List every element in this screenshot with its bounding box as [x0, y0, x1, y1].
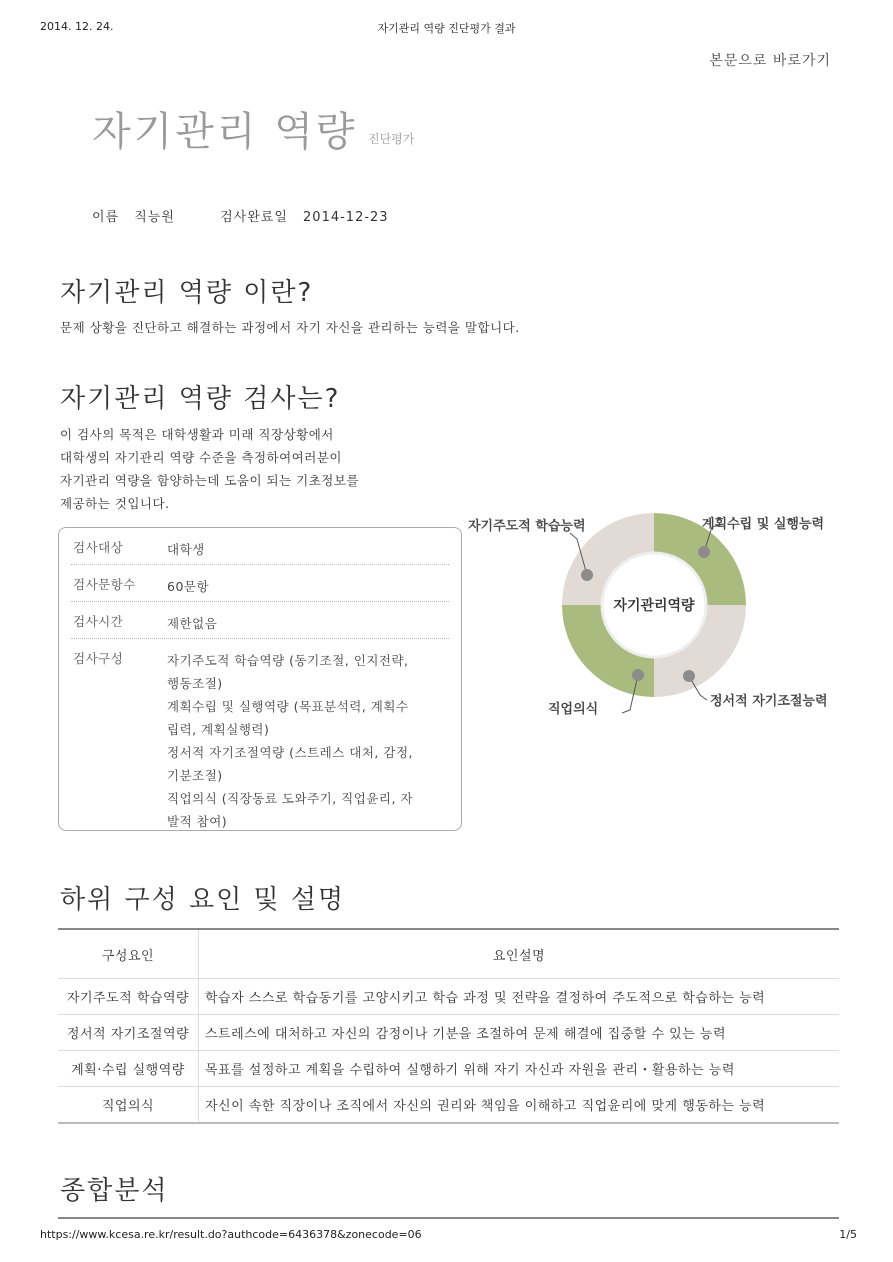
date-label: 검사완료일 [220, 210, 288, 225]
page-subtitle: 진단평가 [368, 132, 415, 146]
definition-text: 문제 상황을 진단하고 해결하는 과정에서 자기 자신을 관리하는 능력을 말합니다. [60, 320, 520, 335]
info-value-line: 발적 참여) [167, 814, 228, 829]
component-description: 학습자 스스로 학습동기를 고양시키고 학습 과정 및 전략을 결정하여 주도적으로 학습하는 능력 [199, 979, 840, 1015]
about-test-text [60, 423, 359, 515]
components-table [58, 928, 839, 1124]
section-title-about-test: 자기관리 역량 검사는? [60, 384, 341, 414]
section-divider [58, 1217, 839, 1219]
info-label: 검사시간 [73, 614, 124, 629]
table-row [58, 1087, 839, 1124]
print-footer-url: https://www.kcesa.re.kr/result.do?authcode=6436378&zonecode=06 [40, 1228, 422, 1241]
name-value: 직능원 [134, 210, 175, 225]
section-title-components: 하위 구성 요인 및 설명 [60, 885, 346, 915]
info-label: 검사구성 [73, 651, 124, 666]
section-title-definition: 자기관리 역량 이란? [60, 278, 314, 308]
table-row [58, 1051, 839, 1087]
skip-to-content-link[interactable]: 본문으로 바로가기 [709, 53, 831, 69]
info-value-line: 행동조절) [167, 676, 223, 691]
about-line: 자기관리 역량을 함양하는데 도움이 되는 기초정보를 [60, 473, 360, 488]
ring-dot-bottom-right [683, 670, 695, 682]
table-row [58, 1015, 839, 1051]
diagram-label-work-ethic: 직업의식 [548, 702, 599, 717]
component-description: 자신이 속한 직장이나 조직에서 자신의 권리와 책임을 이해하고 직업윤리에 맞게 행동하는 능력 [199, 1087, 840, 1124]
component-name: 자기주도적 학습역량 [58, 979, 199, 1015]
info-value [167, 649, 445, 833]
info-value [167, 612, 445, 635]
print-footer-page: 1/5 [839, 1228, 857, 1241]
info-row-composition [71, 639, 449, 829]
competency-diagram [462, 505, 862, 730]
info-value-line: 직업의식 (직장동료 도와주기, 직업윤리, 자 [167, 791, 413, 806]
table-header-component: 구성요인 [58, 929, 199, 979]
info-value-line: 기분조절) [167, 768, 223, 783]
component-description: 목표를 설정하고 계획을 수립하여 실행하기 위해 자기 자신과 자원을 관리・활용하는 능력 [199, 1051, 840, 1087]
component-name: 직업의식 [58, 1087, 199, 1124]
ring-dot-bottom-left [632, 669, 644, 681]
info-value-line: 대학생 [167, 542, 205, 557]
table-header-row [58, 929, 839, 979]
info-row-items [71, 565, 449, 602]
ring-dot-top-left [581, 569, 593, 581]
info-value-line: 자기주도적 학습역량 (동기조절, 인지전략, [167, 653, 409, 668]
diagram-center-label: 자기관리역량 [613, 598, 695, 614]
info-row-target [71, 528, 449, 565]
page-title: 자기관리 역량 [92, 109, 358, 155]
about-line: 제공하는 것입니다. [60, 496, 170, 511]
component-name: 계획·수립 실행역량 [58, 1051, 199, 1087]
info-label: 검사문항수 [73, 577, 136, 592]
info-value [167, 575, 445, 598]
diagram-label-self-directed: 자기주도적 학습능력 [468, 519, 586, 534]
info-label: 검사대상 [73, 540, 124, 555]
diagram-label-planning: 계획수립 및 실행능력 [702, 517, 825, 532]
table-header-description: 요인설명 [199, 929, 840, 979]
info-value [167, 538, 445, 561]
info-value-line: 립력, 계획실행력) [167, 722, 270, 737]
date-value: 2014-12-23 [303, 210, 389, 225]
test-info-box [58, 527, 462, 831]
component-name: 정서적 자기조절역량 [58, 1015, 199, 1051]
result-meta [92, 206, 399, 225]
ring-dot-top-right [698, 546, 710, 558]
section-title-analysis: 종합분석 [60, 1176, 169, 1206]
about-line: 대학생의 자기관리 역량 수준을 측정하여여러분이 [60, 450, 342, 465]
name-label: 이름 [92, 210, 120, 225]
info-value-line: 60문항 [167, 579, 210, 594]
diagram-label-emotional: 정서적 자기조절능력 [710, 694, 828, 709]
print-title: 자기관리 역량 진단평가 결과 [377, 22, 516, 35]
about-line: 이 검사의 목적은 대학생활과 미래 직장상황에서 [60, 427, 334, 442]
info-value-line: 제한없음 [167, 616, 218, 631]
component-description: 스트레스에 대처하고 자신의 감정이나 기분을 조절하여 문제 해결에 집중할 수 있는 능력 [199, 1015, 840, 1051]
print-date: 2014. 12. 24. [40, 20, 114, 33]
table-row [58, 979, 839, 1015]
info-row-time [71, 602, 449, 639]
info-value-line: 정서적 자기조절역량 (스트레스 대처, 감정, [167, 745, 413, 760]
info-value-line: 계획수립 및 실행역량 (목표분석력, 계획수 [167, 699, 409, 714]
